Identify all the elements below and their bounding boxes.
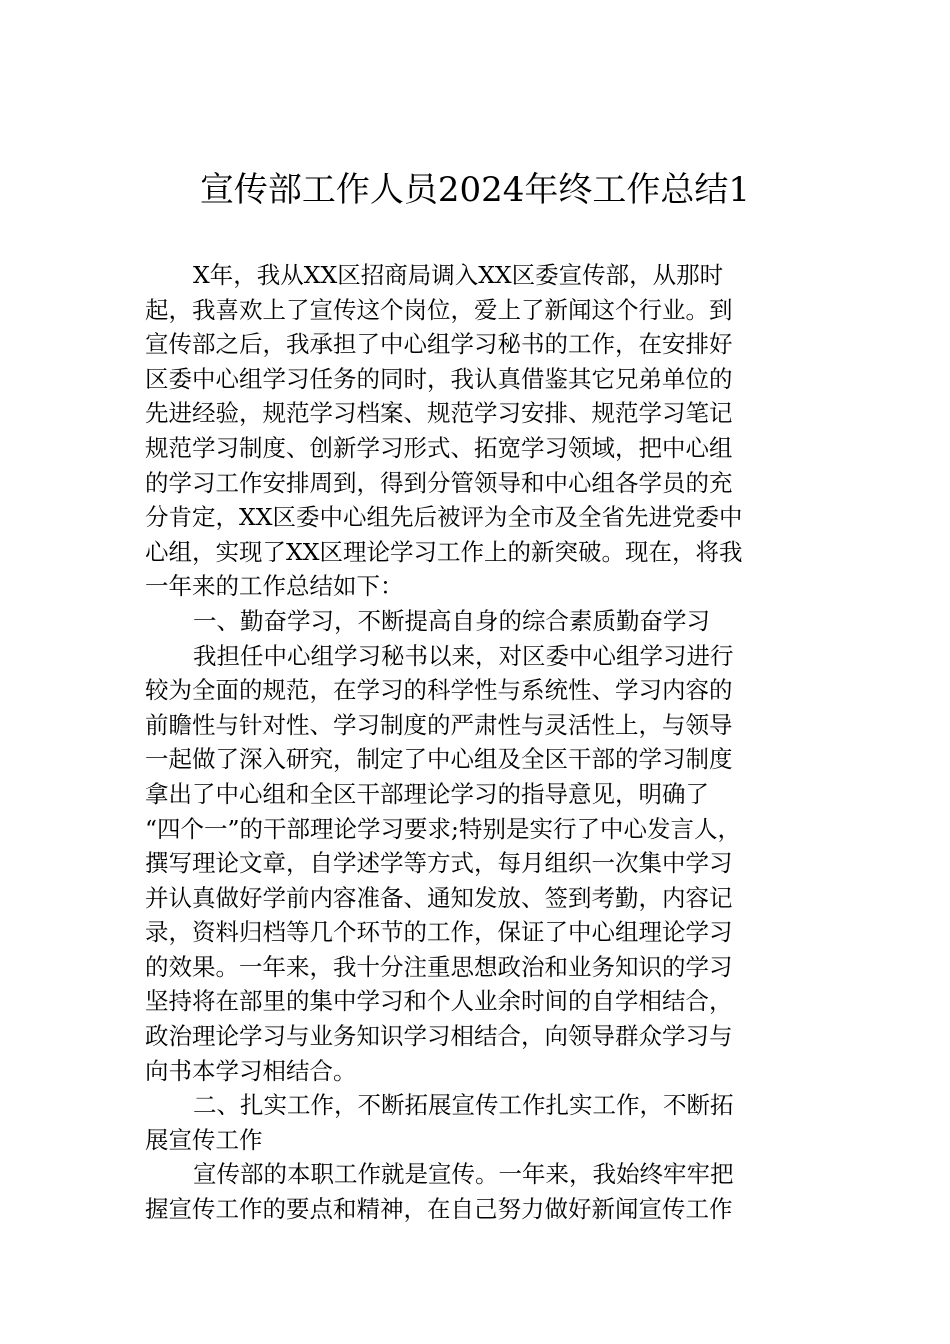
text-line: 一、勤奋学习，不断提高自身的综合素质勤奋学习 xyxy=(193,606,710,635)
text-line: 二、扎实工作，不断拓展宣传工作扎实工作，不断拓 xyxy=(193,1091,734,1120)
text-line: 较为全面的规范，在学习的科学性与系统性、学习内容的 xyxy=(145,676,733,705)
text-line: 我担任中心组学习秘书以来，对区委中心组学习进行 xyxy=(193,641,734,670)
text-line: 撰写理论文章，自学述学等方式，每月组织一次集中学习 xyxy=(145,849,733,878)
text-line: 并认真做好学前内容准备、通知发放、签到考勤，内容记 xyxy=(145,883,733,912)
text-line: X年，我从XX区招商局调入XX区委宣传部，从那时 xyxy=(193,261,724,289)
text-line: 起，我喜欢上了宣传这个岗位，爱上了新闻这个行业。到 xyxy=(145,295,733,324)
text-line: 录，资料归档等几个环节的工作，保证了中心组理论学习 xyxy=(145,918,733,947)
text-line: 先进经验，规范学习档案、规范学习安排、规范学习笔记 xyxy=(145,399,733,428)
text-line: 握宣传工作的要点和精神，在自己努力做好新闻宣传工作 xyxy=(145,1195,733,1224)
text-line: 区委中心组学习任务的同时，我认真借鉴其它兄弟单位的 xyxy=(145,364,733,393)
text-line: 规范学习制度、创新学习形式、拓宽学习领域，把中心组 xyxy=(145,433,733,462)
text-line: “四个一”的干部理论学习要求;特别是实行了中心发言人， xyxy=(145,814,741,843)
text-line: 心组，实现了XX区理论学习工作上的新突破。现在，将我 xyxy=(145,537,743,566)
document-body xyxy=(145,258,815,1227)
text-line: 向书本学习相结合。 xyxy=(145,1056,357,1085)
text-line: 拿出了中心组和全区干部理论学习的指导意见，明确了 xyxy=(145,779,709,808)
text-line: 一起做了深入研究，制定了中心组及全区干部的学习制度 xyxy=(145,745,733,774)
text-line: 宣传部的本职工作就是宣传。一年来，我始终牢牢把 xyxy=(193,1160,734,1189)
text-line: 的效果。一年来，我十分注重思想政治和业务知识的学习 xyxy=(145,952,733,981)
text-line: 宣传部之后，我承担了中心组学习秘书的工作，在安排好 xyxy=(145,330,733,359)
text-line: 前瞻性与针对性、学习制度的严肃性与灵活性上，与领导 xyxy=(145,710,733,739)
text-line: 一年来的工作总结如下： xyxy=(145,572,404,601)
text-line: 政治理论学习与业务知识学习相结合，向领导群众学习与 xyxy=(145,1022,733,1051)
text-line: 展宣传工作 xyxy=(145,1125,263,1154)
text-line: 坚持将在部里的集中学习和个人业余时间的自学相结合， xyxy=(145,987,733,1016)
text-line: 的学习工作安排周到，得到分管领导和中心组各学员的充 xyxy=(145,468,733,497)
document-title: 宣传部工作人员2024年终工作总结1 xyxy=(199,170,751,210)
text-line: 分肯定，XX区委中心组先后被评为全市及全省先进党委中 xyxy=(145,503,743,532)
